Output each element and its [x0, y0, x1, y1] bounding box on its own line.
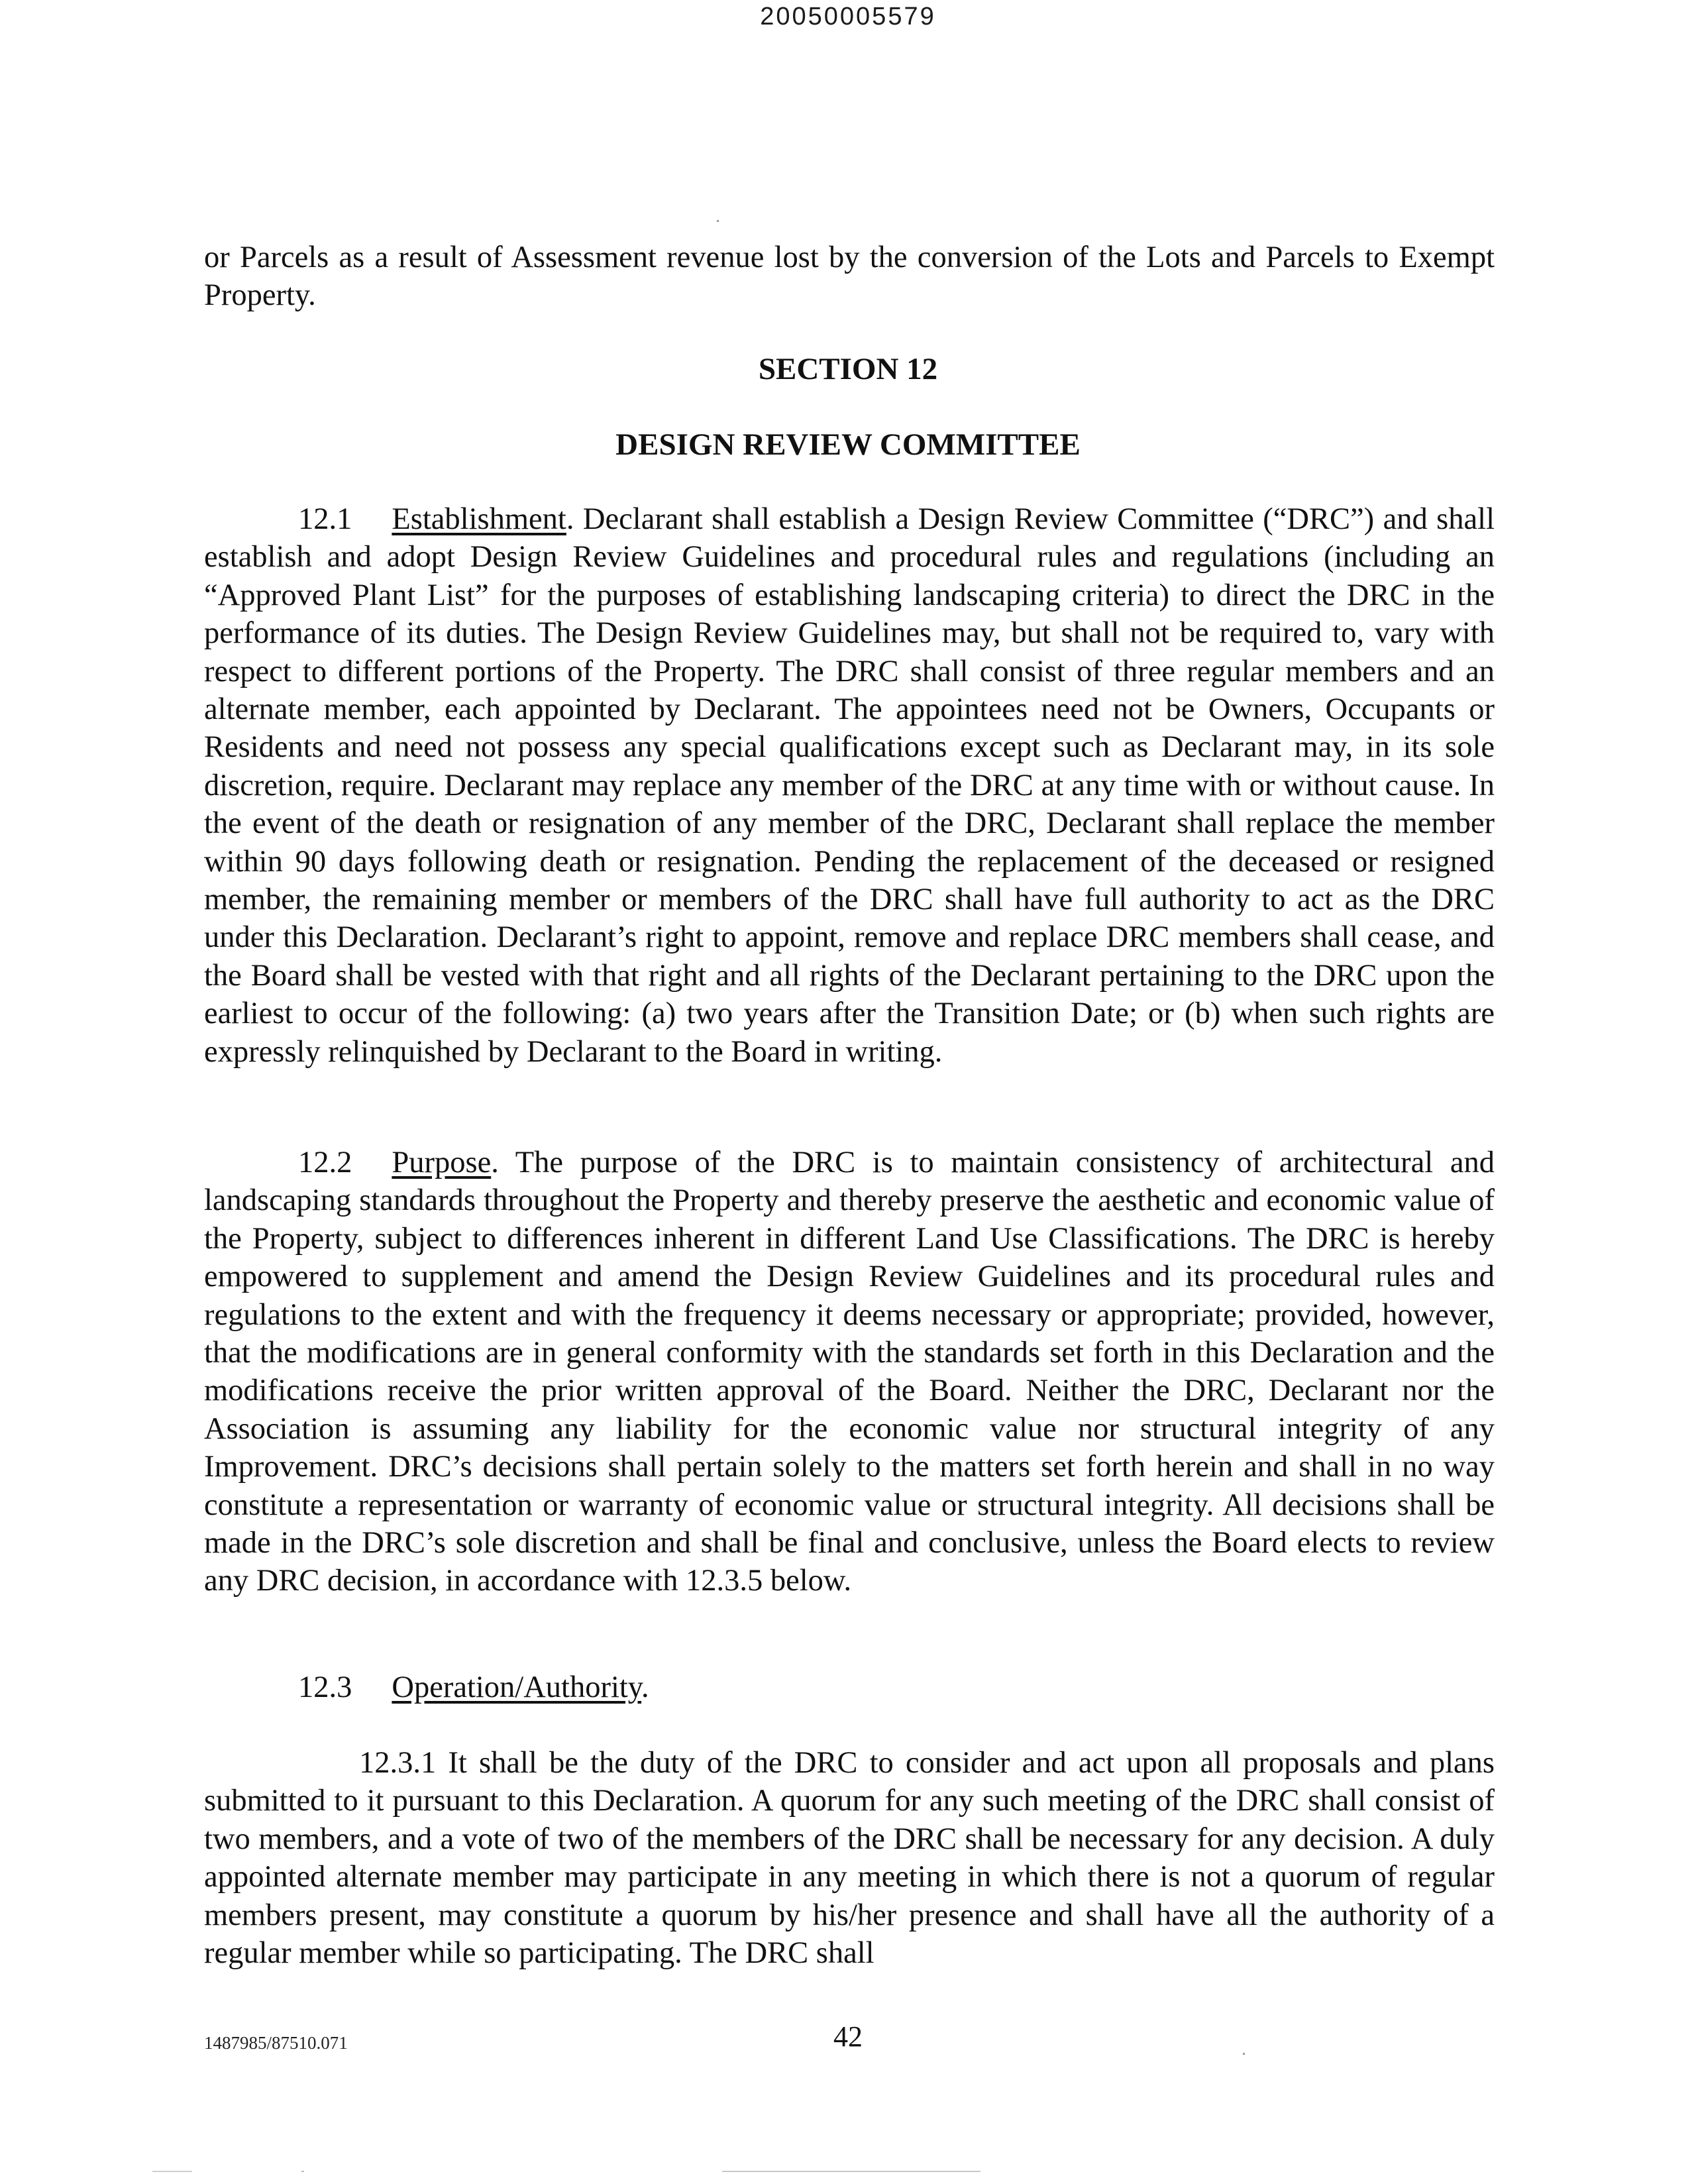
document-number: 20050005579	[760, 3, 936, 30]
paragraph-12-1-title: Establishment	[392, 502, 566, 536]
paragraph-12-3-after: .	[641, 1670, 649, 1704]
paragraph-12-2	[204, 1144, 1495, 1600]
section-number-heading: SECTION 12	[758, 352, 938, 386]
paragraph-12-3-1	[204, 1744, 1495, 1972]
paragraph-12-3	[298, 1668, 649, 1707]
paragraph-12-2-number: 12.2	[298, 1146, 352, 1179]
section-title-heading: DESIGN REVIEW COMMITTEE	[615, 427, 1081, 462]
intro-text: or Parcels as a result of Assessment revenue lost by the conversion of the Lots and Parcels to Exempt Property.	[204, 241, 1495, 313]
intro-paragraph	[204, 239, 1495, 315]
scan-edge-mark	[152, 2171, 192, 2172]
scan-edge-mark	[301, 2171, 304, 2172]
paragraph-12-3-1-number: 12.3.1	[359, 1746, 437, 1780]
paragraph-12-3-number: 12.3	[298, 1670, 352, 1704]
file-reference: 1487985/87510.071	[204, 2033, 348, 2053]
paragraph-12-2-title: Purpose	[392, 1146, 492, 1179]
paragraph-12-1	[204, 500, 1495, 1071]
paragraph-12-1-text: . Declarant shall establish a Design Review Committee (“DRC”) and shall establish and adopt Design Review Guidelines and procedural rules and regulations (including an “Approved Plant List” for the purposes of establishing landscaping criteria) to direct the DRC in the performance of its duties. The Design Review Guidelines may, but shall not be required to, vary with respect to different portions of the Property. The DRC shall consist of three regular members and an alternate member, each appointed by Declarant. The appointees need not be Owners, Occupants or Residents and need not possess any special qualifications except such as Declarant may, in its sole discretion, require. Declarant may replace any member of the DRC at any time with or without cause. In the event of the death or resignation of any member of the DRC, Declarant shall replace the member within 90 days following death or resignation. Pending the replacement of the deceased or resigned member, the remaining member or members of the DRC shall have full authority to act as the DRC under this Declaration. Declarant’s right to appoint, remove and replace DRC members shall cease, and the Board shall be vested with that right and all rights of the Declarant pertaining to the DRC upon the earliest to occur of the following: (a) two years after the Transition Date; or (b) when such rights are expressly relinquished by Declarant to the Board in writing.	[204, 502, 1495, 1069]
scan-edge-mark	[722, 2171, 980, 2172]
page-number: 42	[833, 2020, 863, 2053]
scan-speck	[717, 220, 719, 222]
paragraph-12-1-number: 12.1	[298, 502, 352, 536]
paragraph-12-3-1-text: It shall be the duty of the DRC to consider and act upon all proposals and plans submitted to it pursuant to this Declaration. A quorum for any such meeting of the DRC shall consist of two members, and a vote of two of the members of the DRC shall be necessary for any decision. A duly appointed alternate member may participate in any meeting in which there is not a quorum of regular members present, may constitute a quorum by his/her presence and shall have all the authority of a regular member while so participating. The DRC shall	[204, 1746, 1495, 1971]
paragraph-12-3-title: Operation/Authority	[392, 1670, 642, 1704]
paragraph-12-2-text: . The purpose of the DRC is to maintain consistency of architectural and landscaping standards throughout the Property and thereby preserve the aesthetic and economic value of the Property, subject to differences inherent in different Land Use Classifications. The DRC is hereby empowered to supplement and amend the Design Review Guidelines and its procedural rules and regulations to the extent and with the frequency it deems necessary or appropriate; provided, however, that the modifications are in general conformity with the standards set forth in this Declaration and the modifications receive the prior written approval of the Board. Neither the DRC, Declarant nor the Association is assuming any liability for the economic value nor structural integrity of any Improvement. DRC’s decisions shall pertain solely to the matters set forth herein and shall in no way constitute a representation or warranty of economic value or structural integrity. All decisions shall be made in the DRC’s sole discretion and shall be final and conclusive, unless the Board elects to review any DRC decision, in accordance with 12.3.5 below.	[204, 1146, 1495, 1598]
scan-speck	[1243, 2053, 1245, 2055]
